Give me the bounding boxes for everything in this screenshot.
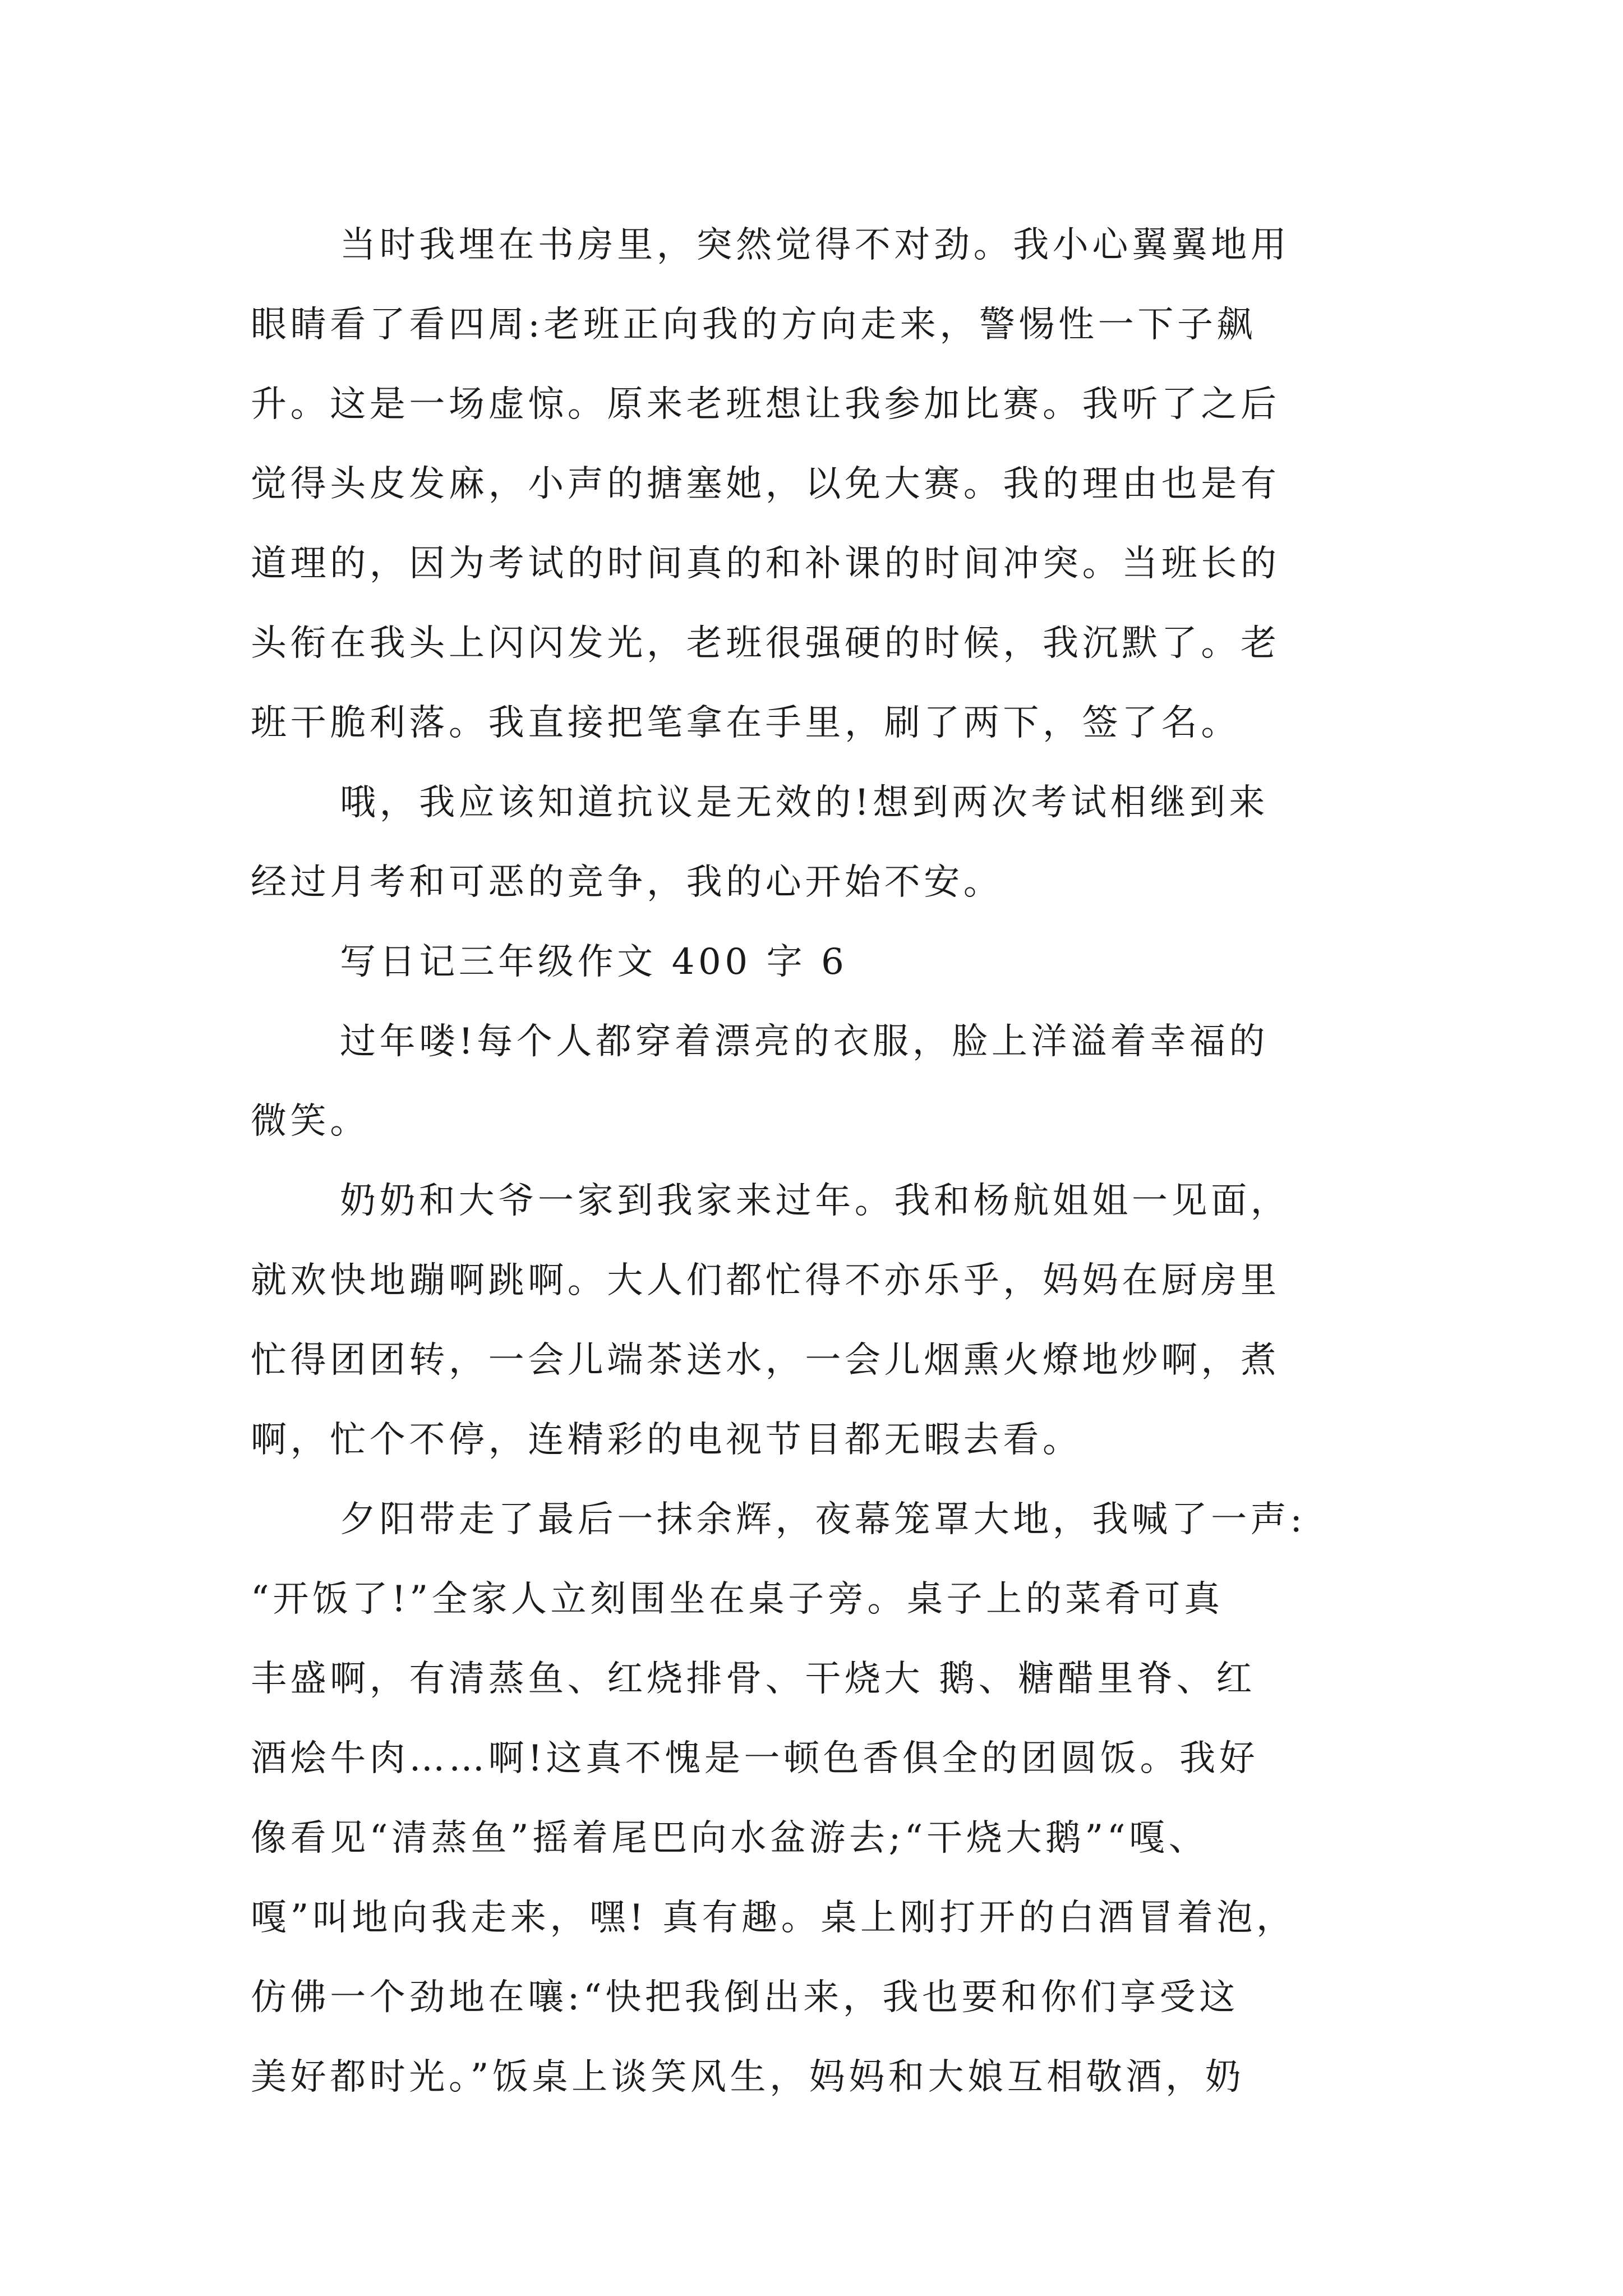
text-line: 当时我埋在书房里，突然觉得不对劲。我小心翼翼地用 — [340, 224, 1290, 266]
text-line: 夕阳带走了最后一抹余辉，夜幕笼罩大地，我喊了一声: — [340, 1499, 1306, 1540]
text-line: 忙得团团转，一会儿端茶送水，一会儿烟熏火燎地炒啊，煮 — [251, 1340, 1280, 1381]
text-line: 啊，忙个不停，连精彩的电视节目都无暇去看。 — [251, 1419, 1082, 1461]
text-line: 奶奶和大爷一家到我家来过年。我和杨航姐姐一见面， — [340, 1180, 1290, 1222]
text-line: 道理的，因为考试的时间真的和补课的时间冲突。当班长的 — [251, 543, 1280, 585]
text-line: 仿佛一个劲地在嚷:“快把我倒出来，我也要和你们享受这 — [251, 1977, 1239, 2018]
text-line: 微笑。 — [251, 1101, 370, 1142]
text-line: 美好都时光。”饭桌上谈笑风生，妈妈和大娘互相敬酒，奶 — [251, 2056, 1245, 2098]
text-line: 嘎”叫地向我走来，嘿! 真有趣。桌上刚打开的白酒冒着泡， — [251, 1897, 1296, 1939]
text-line: 眼睛看了看四周:老班正向我的方向走来，警惕性一下子飙 — [251, 304, 1257, 346]
text-line: 像看见“清蒸鱼”摇着尾巴向水盆游去;“干烧大鹅”“嘎、 — [251, 1818, 1209, 1859]
text-line: “开饭了!”全家人立刻围坐在桌子旁。桌子上的菜肴可真 — [251, 1579, 1224, 1620]
text-line: 头衔在我头上闪闪发光，老班很强硬的时候，我沉默了。老 — [251, 623, 1280, 664]
section-heading: 写日记三年级作文 400 字 6 — [340, 941, 848, 983]
text-line: 哦，我应该知道抗议是无效的!想到两次考试相继到来 — [340, 782, 1269, 823]
text-line: 升。这是一场虚惊。原来老班想让我参加比赛。我听了之后 — [251, 384, 1280, 425]
text-line: 经过月考和可恶的竞争，我的心开始不安。 — [251, 862, 1003, 903]
text-line: 就欢快地蹦啊跳啊。大人们都忙得不亦乐乎，妈妈在厨房里 — [251, 1260, 1280, 1301]
text-line: 过年喽!每个人都穿着漂亮的衣服，脸上洋溢着幸福的 — [340, 1021, 1269, 1062]
text-line: 班干脆利落。我直接把笔拿在手里，刷了两下，签了名。 — [251, 702, 1241, 744]
text-line: 觉得头皮发麻，小声的搪塞她，以免大赛。我的理由也是有 — [251, 463, 1280, 505]
text-line: 酒烩牛肉……啊!这真不愧是一顿色香俱全的团圆饭。我好 — [251, 1738, 1259, 1779]
text-line: 丰盛啊，有清蒸鱼、红烧排骨、干烧大 鹅、糖醋里脊、红 — [251, 1658, 1256, 1700]
